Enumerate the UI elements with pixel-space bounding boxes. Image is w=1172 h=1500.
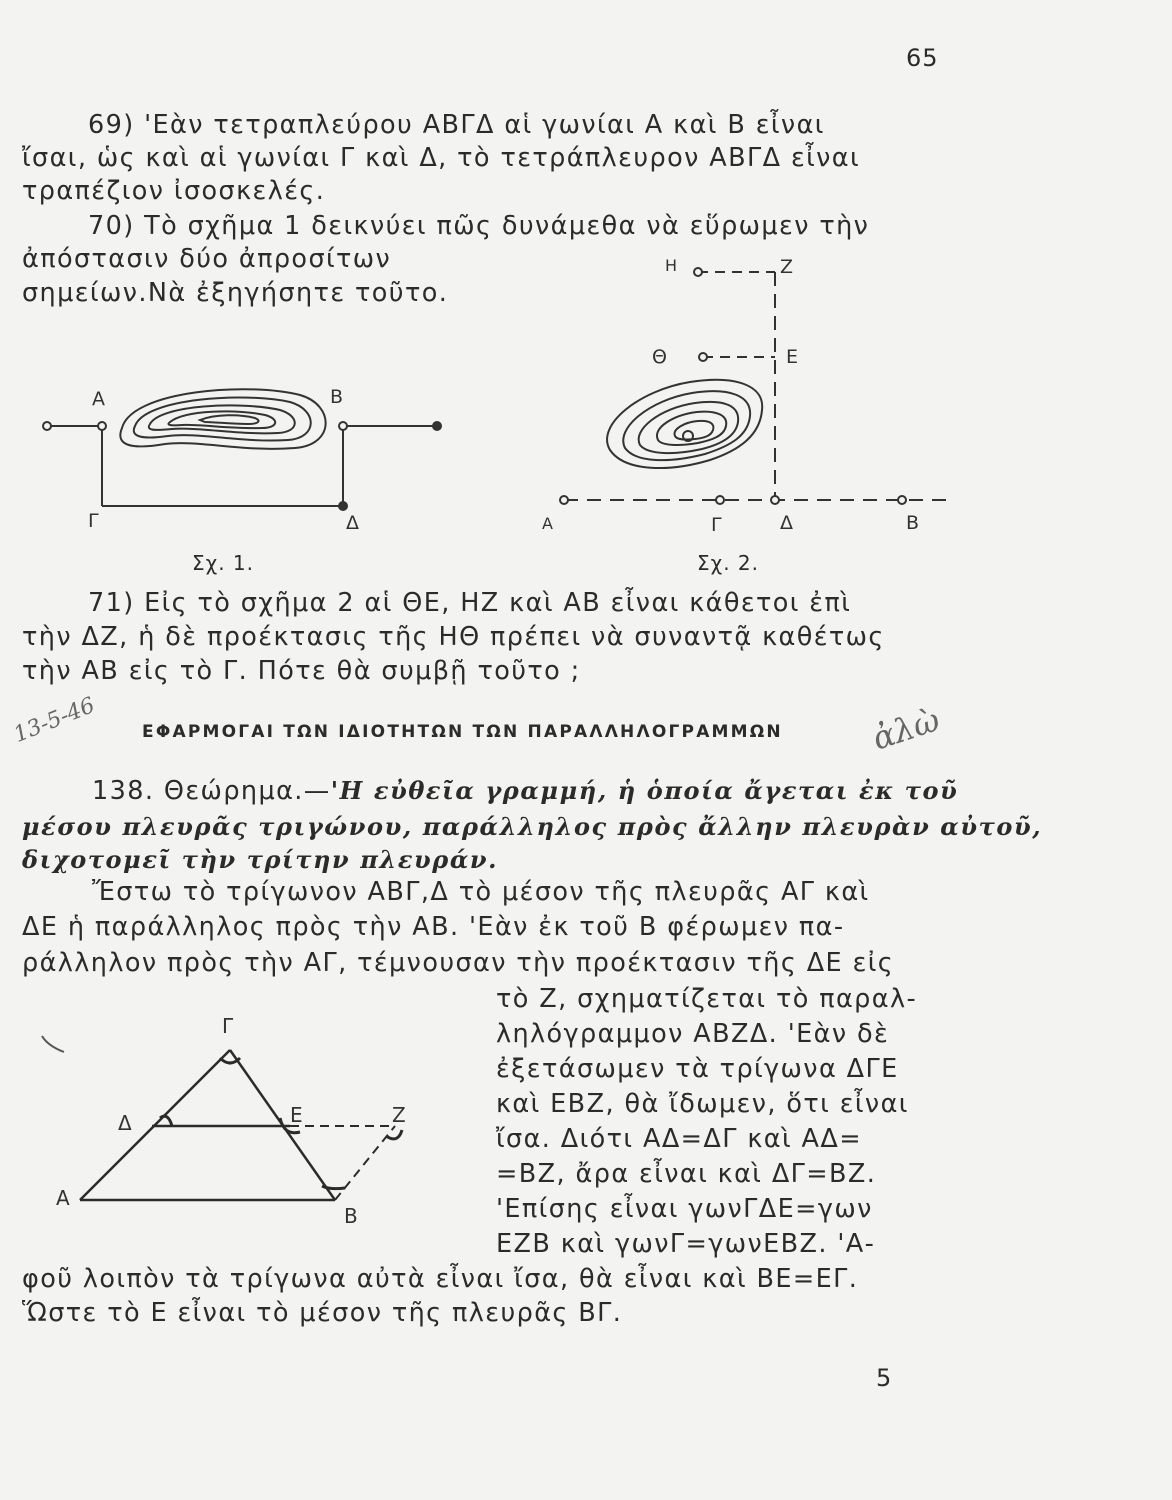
fig2-point-th: [699, 353, 707, 361]
fig3-angle-b: [322, 1186, 345, 1189]
fig1-contour-2: [134, 397, 311, 440]
figure-3: [60, 1040, 460, 1240]
section-title: ΕΦΑΡΜΟΓΑΙ ΤΩΝ ΙΔΙΟΤΗΤΩΝ ΤΩΝ ΠΑΡΑΛΛΗΛΟΓΡΑΜΜΩΝ: [142, 722, 783, 742]
fig3-label-g: Γ: [222, 1014, 234, 1038]
fig1-label-a: Α: [92, 388, 105, 410]
ex71-line3: τὴν ΑΒ εἰς τὸ Γ. Πότε θὰ συμβῇ τοῦτο ;: [22, 656, 581, 686]
proof-line2: ΔΕ ἡ παράλληλος πρὸς τὴν ΑΒ. 'Εὰν ἐκ τοῦ Β φέρωμεν πα-: [22, 912, 845, 942]
proof-line3: ράλληλον πρὸς τὴν ΑΓ, τέμνουσαν τὴν προέκτασιν τῆς ΔΕ εἰς: [22, 948, 895, 978]
fig2-label-a: Α: [542, 514, 553, 533]
theorem-heading: [92, 776, 958, 806]
theorem-number: 138.: [92, 776, 155, 806]
ex69-line3: τραπέζιον ἰσοσκελές.: [22, 176, 326, 206]
fig1-point-left: [43, 422, 51, 430]
fig2-point-b: [898, 496, 906, 504]
ex70-line1: 70) Τὸ σχῆμα 1 δεικνύει πῶς δυνάμεθα νὰ εὕρωμεν τὴν: [88, 211, 870, 241]
fig1-label-b: Β: [330, 386, 344, 408]
fig3-label-b: Β: [344, 1204, 358, 1228]
ex71-line1: 71) Εἰς τὸ σχῆμα 2 αἱ ΘΕ, ΗΖ καὶ ΑΒ εἶναι κάθετοι ἐπὶ: [88, 588, 852, 618]
fig3-angle-g: [220, 1058, 240, 1063]
fig2-label-b: Β: [906, 512, 920, 534]
margin-mark: [38, 1032, 78, 1062]
fig1-label-g: Γ: [88, 510, 99, 532]
ex70-line3: σημείων.Νὰ ἐξηγήσητε τοῦτο.: [22, 278, 449, 308]
fig2-label-e: Ε: [786, 346, 799, 368]
figure-2: [540, 250, 960, 520]
fig3-angle-d: [160, 1116, 172, 1126]
fig1-point-a: [98, 422, 106, 430]
figure-1: [0, 370, 460, 540]
fig2-label-g: Γ: [711, 514, 722, 536]
fig1-contour-4: [169, 411, 276, 428]
theorem-line1: 'Η εὐθεῖα γραμμή, ἡ ὁποία ἄγεται ἐκ τοῦ: [330, 776, 959, 805]
fig3-label-e: Ε: [290, 1103, 303, 1127]
fig2-point-g: [716, 496, 724, 504]
proof-right-4: καὶ ΕΒΖ, θὰ ἴδωμεν, ὅτι εἶναι: [496, 1089, 909, 1119]
fig2-contour-3: [639, 402, 739, 453]
proof-right-3: ἐξετάσωμεν τὰ τρίγωνα ΔΓΕ: [496, 1054, 899, 1084]
handwritten-date: 13-5-46: [10, 693, 99, 748]
proof-right-8: ΕΖΒ καὶ γωνΓ=γωνΕΒΖ. 'Α-: [496, 1229, 876, 1259]
fig1-point-d: [339, 502, 347, 510]
fig1-contour-5: [200, 415, 259, 424]
theorem-word: Θεώρημα.—: [163, 776, 331, 806]
fig1-point-b: [339, 422, 347, 430]
ex69-line1: 69) 'Εὰν τετραπλεύρου ΑΒΓΔ αἱ γωνίαι Α καὶ Β εἶναι: [88, 110, 825, 140]
fig2-point-a: [560, 496, 568, 504]
proof-right-5: ἴσα. Διότι ΑΔ=ΔΓ καὶ ΑΔ=: [496, 1124, 863, 1154]
fig2-label-z: Ζ: [780, 256, 794, 278]
fig2-caption: Σχ. 2.: [697, 551, 759, 575]
proof-right-6: =ΒΖ, ἄρα εἶναι καὶ ΔΓ=ΒΖ.: [496, 1159, 877, 1189]
proof-right-1: τὸ Ζ, σχηματίζεται τὸ παραλ-: [496, 984, 918, 1014]
proof-line4: φοῦ λοιπὸν τὰ τρίγωνα αὐτὰ εἶναι ἴσα, θὰ εἶναι καὶ ΒΕ=ΕΓ.: [22, 1264, 859, 1294]
fig3-label-d: Δ: [118, 1111, 132, 1135]
fig1-label-d: Δ: [346, 512, 359, 534]
theorem-line2: μέσου πλευρᾶς τριγώνου, παράλληλος πρὸς ἄλλην πλευρὰν αὐτοῦ,: [22, 812, 1043, 841]
theorem-line3: διχοτομεῖ τὴν τρίτην πλευράν.: [22, 845, 499, 874]
proof-line5: Ὥστε τὸ Ε εἶναι τὸ μέσον τῆς πλευρᾶς ΒΓ.: [22, 1298, 623, 1328]
proof-line1: Ἔστω τὸ τρίγωνον ΑΒΓ,Δ τὸ μέσον τῆς πλευρᾶς ΑΓ καὶ: [92, 877, 870, 907]
fig2-contour-2: [623, 391, 750, 460]
fig3-angle-z: [386, 1130, 402, 1139]
ex71-line2: τὴν ΔΖ, ἡ δὲ προέκτασις τῆς ΗΘ πρέπει νὰ συναντᾷ καθέτως: [22, 622, 885, 652]
fig2-label-d: Δ: [780, 512, 793, 534]
ex69-line2: ἴσαι, ὡς καὶ αἱ γωνίαι Γ καὶ Δ, τὸ τετράπλευρον ΑΒΓΔ εἶναι: [22, 143, 861, 173]
fig3-label-a: Α: [56, 1186, 70, 1210]
proof-right-7: 'Επίσης εἶναι γωνΓΔΕ=γων: [496, 1194, 873, 1224]
proof-right-2: ληλόγραμμον ΑΒΖΔ. 'Εὰν δὲ: [496, 1019, 890, 1049]
fig2-contour-5: [675, 421, 714, 440]
fig3-label-z: Ζ: [392, 1103, 406, 1127]
fig2-point-h: [694, 268, 702, 276]
handwritten-note: ἀλὼ: [867, 700, 945, 758]
fig1-point-right: [433, 422, 441, 430]
fig2-label-h: Η: [665, 256, 678, 275]
page-number: 65: [906, 44, 939, 72]
fig2-point-d: [771, 496, 779, 504]
fig2-label-th: Θ: [652, 346, 667, 368]
footer-number: 5: [876, 1364, 893, 1392]
ex70-line2: ἀπόστασιν δύο ἀπροσίτων: [22, 244, 392, 274]
fig1-caption: Σχ. 1.: [192, 551, 254, 575]
